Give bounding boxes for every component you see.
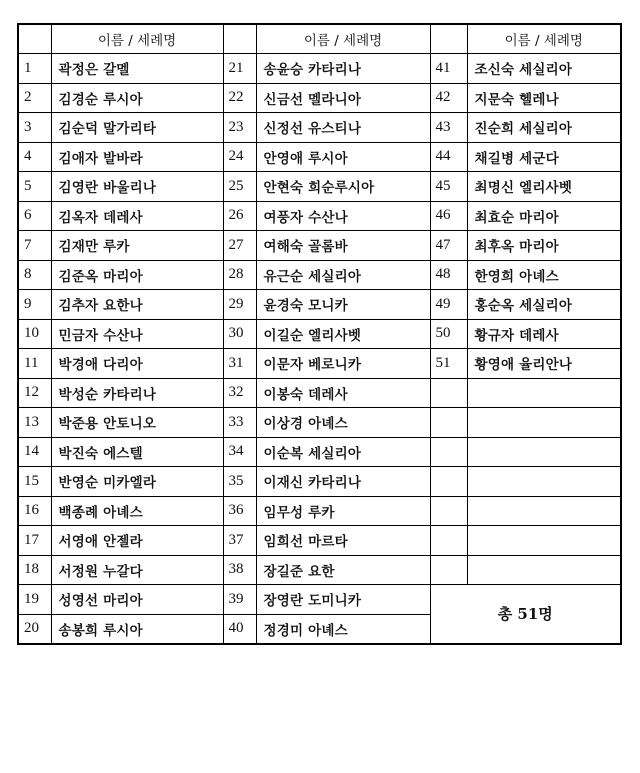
member-number: 1: [18, 54, 51, 84]
member-name: 곽정은 갈멜: [51, 54, 223, 84]
member-name: 박진숙 에스텔: [51, 437, 223, 467]
table-row: [18, 555, 621, 585]
member-name: 임희선 마르타: [256, 526, 430, 556]
table-row: [18, 142, 621, 172]
empty-cell: [430, 467, 467, 497]
member-name: 안현숙 희순루시아: [256, 172, 430, 202]
member-number: 9: [18, 290, 51, 320]
table-row: [18, 526, 621, 556]
member-name: 김순덕 말가리타: [51, 113, 223, 143]
member-name: 송봉희 루시아: [51, 614, 223, 644]
member-number: 44: [430, 142, 467, 172]
member-number: 47: [430, 231, 467, 261]
member-name: 김옥자 데레사: [51, 201, 223, 231]
member-name: 김준옥 마리아: [51, 260, 223, 290]
member-name: 장길준 요한: [256, 555, 430, 585]
number-header: [18, 24, 51, 54]
table-row: [18, 437, 621, 467]
member-name: 서정원 누갈다: [51, 555, 223, 585]
member-name: 최후옥 마리아: [467, 231, 621, 261]
member-number: 14: [18, 437, 51, 467]
member-number: 18: [18, 555, 51, 585]
member-number: 11: [18, 349, 51, 379]
member-number: 38: [223, 555, 256, 585]
member-number: 43: [430, 113, 467, 143]
table-row: [18, 172, 621, 202]
member-number: 20: [18, 614, 51, 644]
member-name: 신금선 멜라니아: [256, 83, 430, 113]
empty-cell: [467, 378, 621, 408]
member-number: 30: [223, 319, 256, 349]
member-name: 김추자 요한나: [51, 290, 223, 320]
member-name: 안영애 루시아: [256, 142, 430, 172]
table-row: [18, 585, 621, 615]
member-name: 반영순 미카엘라: [51, 467, 223, 497]
table-row: [18, 349, 621, 379]
member-number: 15: [18, 467, 51, 497]
name-header: 이름 / 세례명: [467, 24, 621, 54]
member-number: 45: [430, 172, 467, 202]
member-name: 장영란 도미니카: [256, 585, 430, 615]
member-number: 33: [223, 408, 256, 438]
empty-cell: [430, 408, 467, 438]
member-number: 5: [18, 172, 51, 202]
number-header: [430, 24, 467, 54]
member-name: 한영희 아녜스: [467, 260, 621, 290]
member-number: 39: [223, 585, 256, 615]
member-number: 51: [430, 349, 467, 379]
member-number: 49: [430, 290, 467, 320]
member-name: 김영란 바울리나: [51, 172, 223, 202]
member-number: 25: [223, 172, 256, 202]
member-number: 42: [430, 83, 467, 113]
member-name: 김재만 루카: [51, 231, 223, 261]
empty-cell: [430, 437, 467, 467]
name-header: 이름 / 세례명: [256, 24, 430, 54]
member-number: 7: [18, 231, 51, 261]
member-number: 21: [223, 54, 256, 84]
member-number: 26: [223, 201, 256, 231]
member-name: 황규자 데레사: [467, 319, 621, 349]
member-name: 서영애 안젤라: [51, 526, 223, 556]
member-name: 성영선 마리아: [51, 585, 223, 615]
empty-cell: [467, 526, 621, 556]
member-name: 유근순 세실리아: [256, 260, 430, 290]
table-row: [18, 378, 621, 408]
member-name: 박경애 다리아: [51, 349, 223, 379]
member-number: 2: [18, 83, 51, 113]
table-row: [18, 260, 621, 290]
member-number: 32: [223, 378, 256, 408]
member-name: 김경순 루시아: [51, 83, 223, 113]
member-number: 3: [18, 113, 51, 143]
member-number: 36: [223, 496, 256, 526]
empty-cell: [430, 496, 467, 526]
member-number: 4: [18, 142, 51, 172]
member-name: 최효순 마리아: [467, 201, 621, 231]
member-number: 31: [223, 349, 256, 379]
member-name: 백종례 아녜스: [51, 496, 223, 526]
member-name: 황영애 율리안나: [467, 349, 621, 379]
empty-cell: [467, 467, 621, 497]
member-number: 48: [430, 260, 467, 290]
member-number: 12: [18, 378, 51, 408]
empty-cell: [467, 496, 621, 526]
member-number: 37: [223, 526, 256, 556]
table-row: [18, 231, 621, 261]
name-header: 이름 / 세례명: [51, 24, 223, 54]
member-roster-table: [17, 23, 622, 645]
empty-cell: [430, 378, 467, 408]
member-number: 16: [18, 496, 51, 526]
member-name: 최명신 엘리사벳: [467, 172, 621, 202]
member-number: 27: [223, 231, 256, 261]
member-name: 박준용 안토니오: [51, 408, 223, 438]
member-name: 윤경숙 모니카: [256, 290, 430, 320]
member-name: 홍순옥 세실리아: [467, 290, 621, 320]
table-row: [18, 290, 621, 320]
member-number: 41: [430, 54, 467, 84]
member-number: 13: [18, 408, 51, 438]
table-row: [18, 83, 621, 113]
member-name: 김애자 발바라: [51, 142, 223, 172]
empty-cell: [467, 555, 621, 585]
member-name: 여풍자 수산나: [256, 201, 430, 231]
member-number: 34: [223, 437, 256, 467]
member-number: 6: [18, 201, 51, 231]
member-name: 민금자 수산나: [51, 319, 223, 349]
member-name: 채길병 세군다: [467, 142, 621, 172]
empty-cell: [467, 437, 621, 467]
member-name: 이문자 베로니카: [256, 349, 430, 379]
table-row: [18, 408, 621, 438]
header-row: [18, 24, 621, 54]
member-number: 46: [430, 201, 467, 231]
table-row: [18, 496, 621, 526]
table-row: [18, 113, 621, 143]
table-row: [18, 319, 621, 349]
member-name: 지문숙 헬레나: [467, 83, 621, 113]
table-row: [18, 54, 621, 84]
member-number: 22: [223, 83, 256, 113]
member-number: 19: [18, 585, 51, 615]
table-row: [18, 467, 621, 497]
member-name: 임무성 루카: [256, 496, 430, 526]
member-name: 이순복 세실리아: [256, 437, 430, 467]
member-name: 이상경 아녜스: [256, 408, 430, 438]
member-name: 정경미 아녜스: [256, 614, 430, 644]
total-count: 총 51명: [430, 585, 621, 644]
member-number: 8: [18, 260, 51, 290]
member-name: 박성순 카타리나: [51, 378, 223, 408]
member-name: 이봉숙 데레사: [256, 378, 430, 408]
member-number: 10: [18, 319, 51, 349]
member-number: 23: [223, 113, 256, 143]
empty-cell: [430, 526, 467, 556]
member-name: 신정선 유스티나: [256, 113, 430, 143]
member-name: 진순희 세실리아: [467, 113, 621, 143]
member-number: 50: [430, 319, 467, 349]
member-number: 35: [223, 467, 256, 497]
member-number: 24: [223, 142, 256, 172]
number-header: [223, 24, 256, 54]
member-name: 이길순 엘리사벳: [256, 319, 430, 349]
table-row: [18, 201, 621, 231]
member-number: 29: [223, 290, 256, 320]
member-name: 여해숙 골롬바: [256, 231, 430, 261]
member-name: 조신숙 세실리아: [467, 54, 621, 84]
member-name: 이재신 카타리나: [256, 467, 430, 497]
member-number: 40: [223, 614, 256, 644]
member-name: 송윤승 카타리나: [256, 54, 430, 84]
member-number: 17: [18, 526, 51, 556]
empty-cell: [430, 555, 467, 585]
empty-cell: [467, 408, 621, 438]
member-number: 28: [223, 260, 256, 290]
